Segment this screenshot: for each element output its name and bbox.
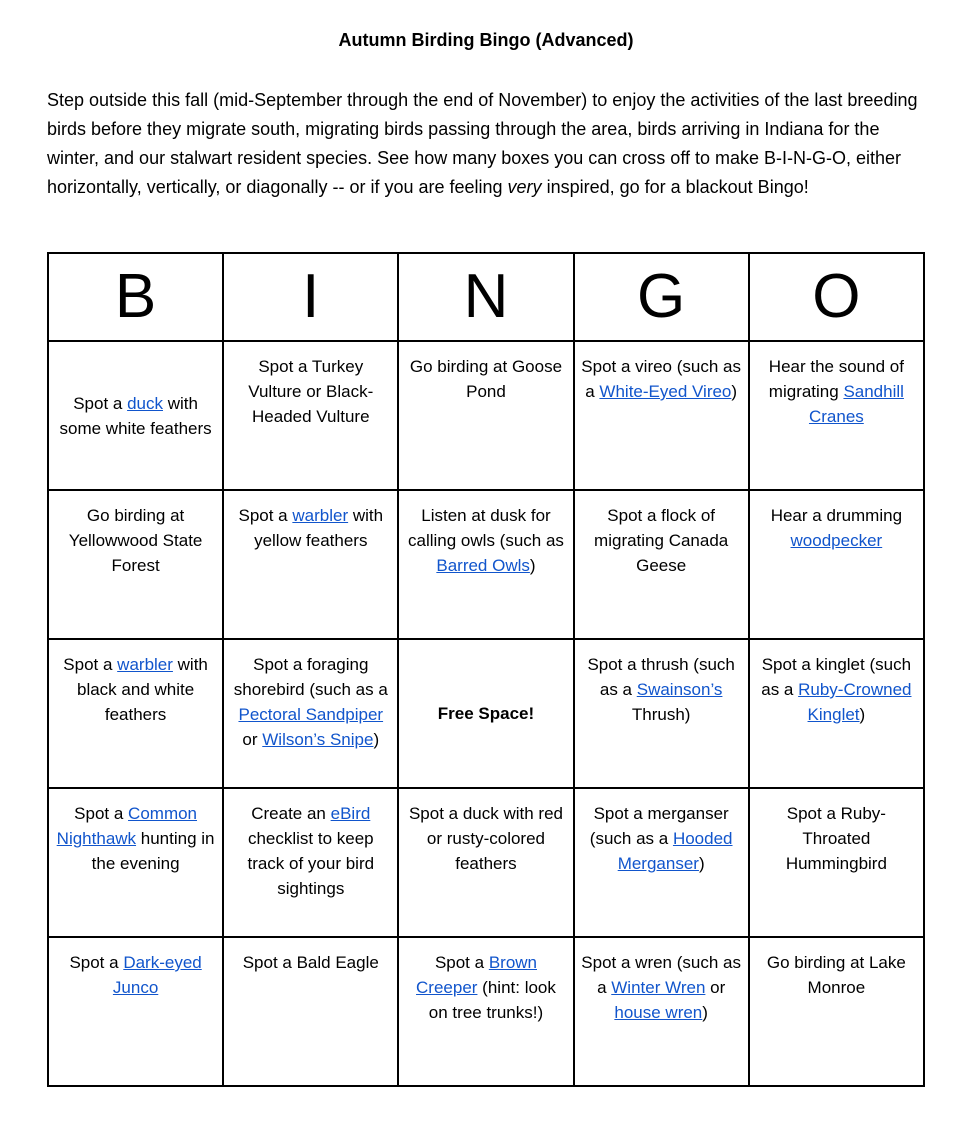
intro-text-after: inspired, go for a blackout Bingo! [541, 177, 809, 197]
bingo-row-5 [48, 937, 924, 1086]
bingo-header-o: O [749, 253, 924, 341]
bingo-cell-i4 [223, 788, 398, 937]
link-house-wren[interactable]: house wren [614, 1003, 703, 1022]
bingo-cell-o5 [749, 937, 924, 1086]
cell-text: checklist to keep track of your bird sightings [247, 829, 375, 898]
bingo-table [47, 252, 925, 1087]
cell-text: Spot a merganser (such as a [589, 804, 729, 848]
link-wilson-s-snipe[interactable]: Wilson’s Snipe [262, 730, 374, 749]
bingo-cell-b5 [48, 937, 223, 1086]
cell-text: ) [859, 705, 866, 724]
link-ebird[interactable]: eBird [330, 804, 371, 823]
intro-text-italic: very [507, 177, 542, 197]
link-swainson-s[interactable]: Swainson’s [636, 680, 723, 699]
cell-text: Spot a [74, 804, 129, 823]
cell-text: ) [373, 730, 380, 749]
bingo-header-row [48, 253, 924, 341]
link-common-nighthawk[interactable]: Common Nighthawk [56, 804, 198, 848]
cell-text: Spot a flock of migrating Canada Geese [594, 506, 729, 575]
bingo-cell-i2 [223, 490, 398, 639]
cell-text: Spot a [63, 655, 118, 674]
link-barred-owls[interactable]: Barred Owls [436, 556, 530, 575]
cell-text: Go birding at Lake Monroe [766, 953, 906, 997]
bingo-cell-b1 [48, 341, 223, 490]
bingo-cell-g5 [574, 937, 749, 1086]
link-hooded-merganser[interactable]: Hooded Merganser [617, 829, 733, 873]
cell-text: Spot a kinglet (such as a [761, 655, 912, 699]
cell-text: Go birding at Goose Pond [409, 357, 563, 401]
bingo-cell-o2 [749, 490, 924, 639]
bingo-cell-n1 [398, 341, 573, 490]
cell-text: Spot a [238, 506, 293, 525]
link-woodpecker[interactable]: woodpecker [790, 531, 883, 550]
cell-text: Listen at dusk for calling owls (such as [408, 506, 564, 550]
cell-text: Spot a vireo (such as a [581, 357, 741, 401]
cell-text: with black and white feathers [77, 655, 208, 724]
bingo-row-3 [48, 639, 924, 788]
bingo-cell-i5 [223, 937, 398, 1086]
link-dark-eyed-junco[interactable]: Dark-eyed Junco [112, 953, 202, 997]
cell-text: ) [698, 854, 705, 873]
cell-text: Spot a [73, 393, 128, 413]
link-brown-creeper[interactable]: Brown Creeper [416, 953, 537, 997]
intro-text-before: Step outside this fall (mid-September through the end of November) to enjoy the activities of the last breeding birds before they migrate south, migrating birds passing through the area, birds arriving in Indiana for the winter, and our stalwart resident species. See how many boxes you can cross off to make B-I-N-G-O, either horizontally, vertically, or diagonally -- or if you are feeling [47, 90, 918, 197]
cell-text: Spot a Ruby-Throated Hummingbird [785, 804, 887, 873]
cell-text: or [242, 730, 263, 749]
bingo-header-b: B [48, 253, 223, 341]
bingo-header-n: N [398, 253, 573, 341]
bingo-cell-b3 [48, 639, 223, 788]
link-winter-wren[interactable]: Winter Wren [611, 978, 706, 997]
page-title: Autumn Birding Bingo (Advanced) [338, 30, 634, 50]
cell-text: Spot a Turkey Vulture or Black-Headed Vulture [248, 357, 374, 426]
cell-text: hunting in the evening [91, 829, 215, 873]
bingo-cell-n5 [398, 937, 573, 1086]
bingo-cell-o4 [749, 788, 924, 937]
cell-text: Spot a thrush (such as a [587, 655, 735, 699]
bingo-cell-n3 [398, 639, 573, 788]
cell-text: with some white feathers [59, 393, 212, 438]
bingo-cell-n4 [398, 788, 573, 937]
link-pectoral-sandpiper[interactable]: Pectoral Sandpiper [238, 705, 384, 724]
link-ruby-crowned-kinglet[interactable]: Ruby-Crowned Kinglet [798, 680, 912, 724]
cell-text: Thrush) [631, 705, 691, 724]
bingo-header-g: G [574, 253, 749, 341]
cell-text: Free Space! [437, 704, 535, 723]
bingo-row-2 [48, 490, 924, 639]
cell-text: ) [702, 1003, 708, 1022]
bingo-header-i: I [223, 253, 398, 341]
cell-text: Hear the sound of migrating [768, 357, 904, 401]
bingo-cell-o3 [749, 639, 924, 788]
bingo-cell-g1 [574, 341, 749, 490]
cell-text: with yellow feathers [254, 506, 384, 550]
bingo-cell-n2 [398, 490, 573, 639]
bingo-cell-g4 [574, 788, 749, 937]
bingo-cell-g2 [574, 490, 749, 639]
link-white-eyed-vireo[interactable]: White-Eyed Vireo [599, 382, 732, 401]
cell-text: ) [529, 556, 536, 575]
intro-paragraph [47, 86, 925, 202]
cell-text: Go birding at Yellowwood State Forest [68, 506, 203, 575]
cell-text: (hint: look on tree trunks!) [428, 978, 556, 1022]
link-sandhill-cranes[interactable]: Sandhill Cranes [808, 382, 904, 426]
link-duck[interactable]: duck [127, 393, 163, 413]
bingo-row-4 [48, 788, 924, 937]
cell-text: Spot a foraging shorebird (such as a [233, 655, 388, 699]
link-warbler[interactable]: warbler [117, 655, 173, 674]
bingo-cell-g3 [574, 639, 749, 788]
cell-text: ) [731, 382, 738, 401]
bingo-row-1 [48, 341, 924, 490]
link-warbler[interactable]: warbler [292, 506, 349, 525]
bingo-cell-i1 [223, 341, 398, 490]
cell-text: Spot a wren (such as a [581, 953, 741, 997]
bingo-cell-o1 [749, 341, 924, 490]
bingo-cell-b2 [48, 490, 223, 639]
cell-text: or [705, 978, 726, 997]
cell-text: Hear a drumming [770, 506, 903, 525]
bingo-cell-i3 [223, 639, 398, 788]
cell-text: Spot a duck with red or rusty-colored feathers [408, 804, 563, 873]
cell-text: Spot a [434, 953, 489, 972]
bingo-cell-b4 [48, 788, 223, 937]
cell-text: Create an [251, 804, 331, 823]
cell-text: Spot a [69, 953, 124, 972]
cell-text: Spot a Bald Eagle [242, 953, 379, 972]
